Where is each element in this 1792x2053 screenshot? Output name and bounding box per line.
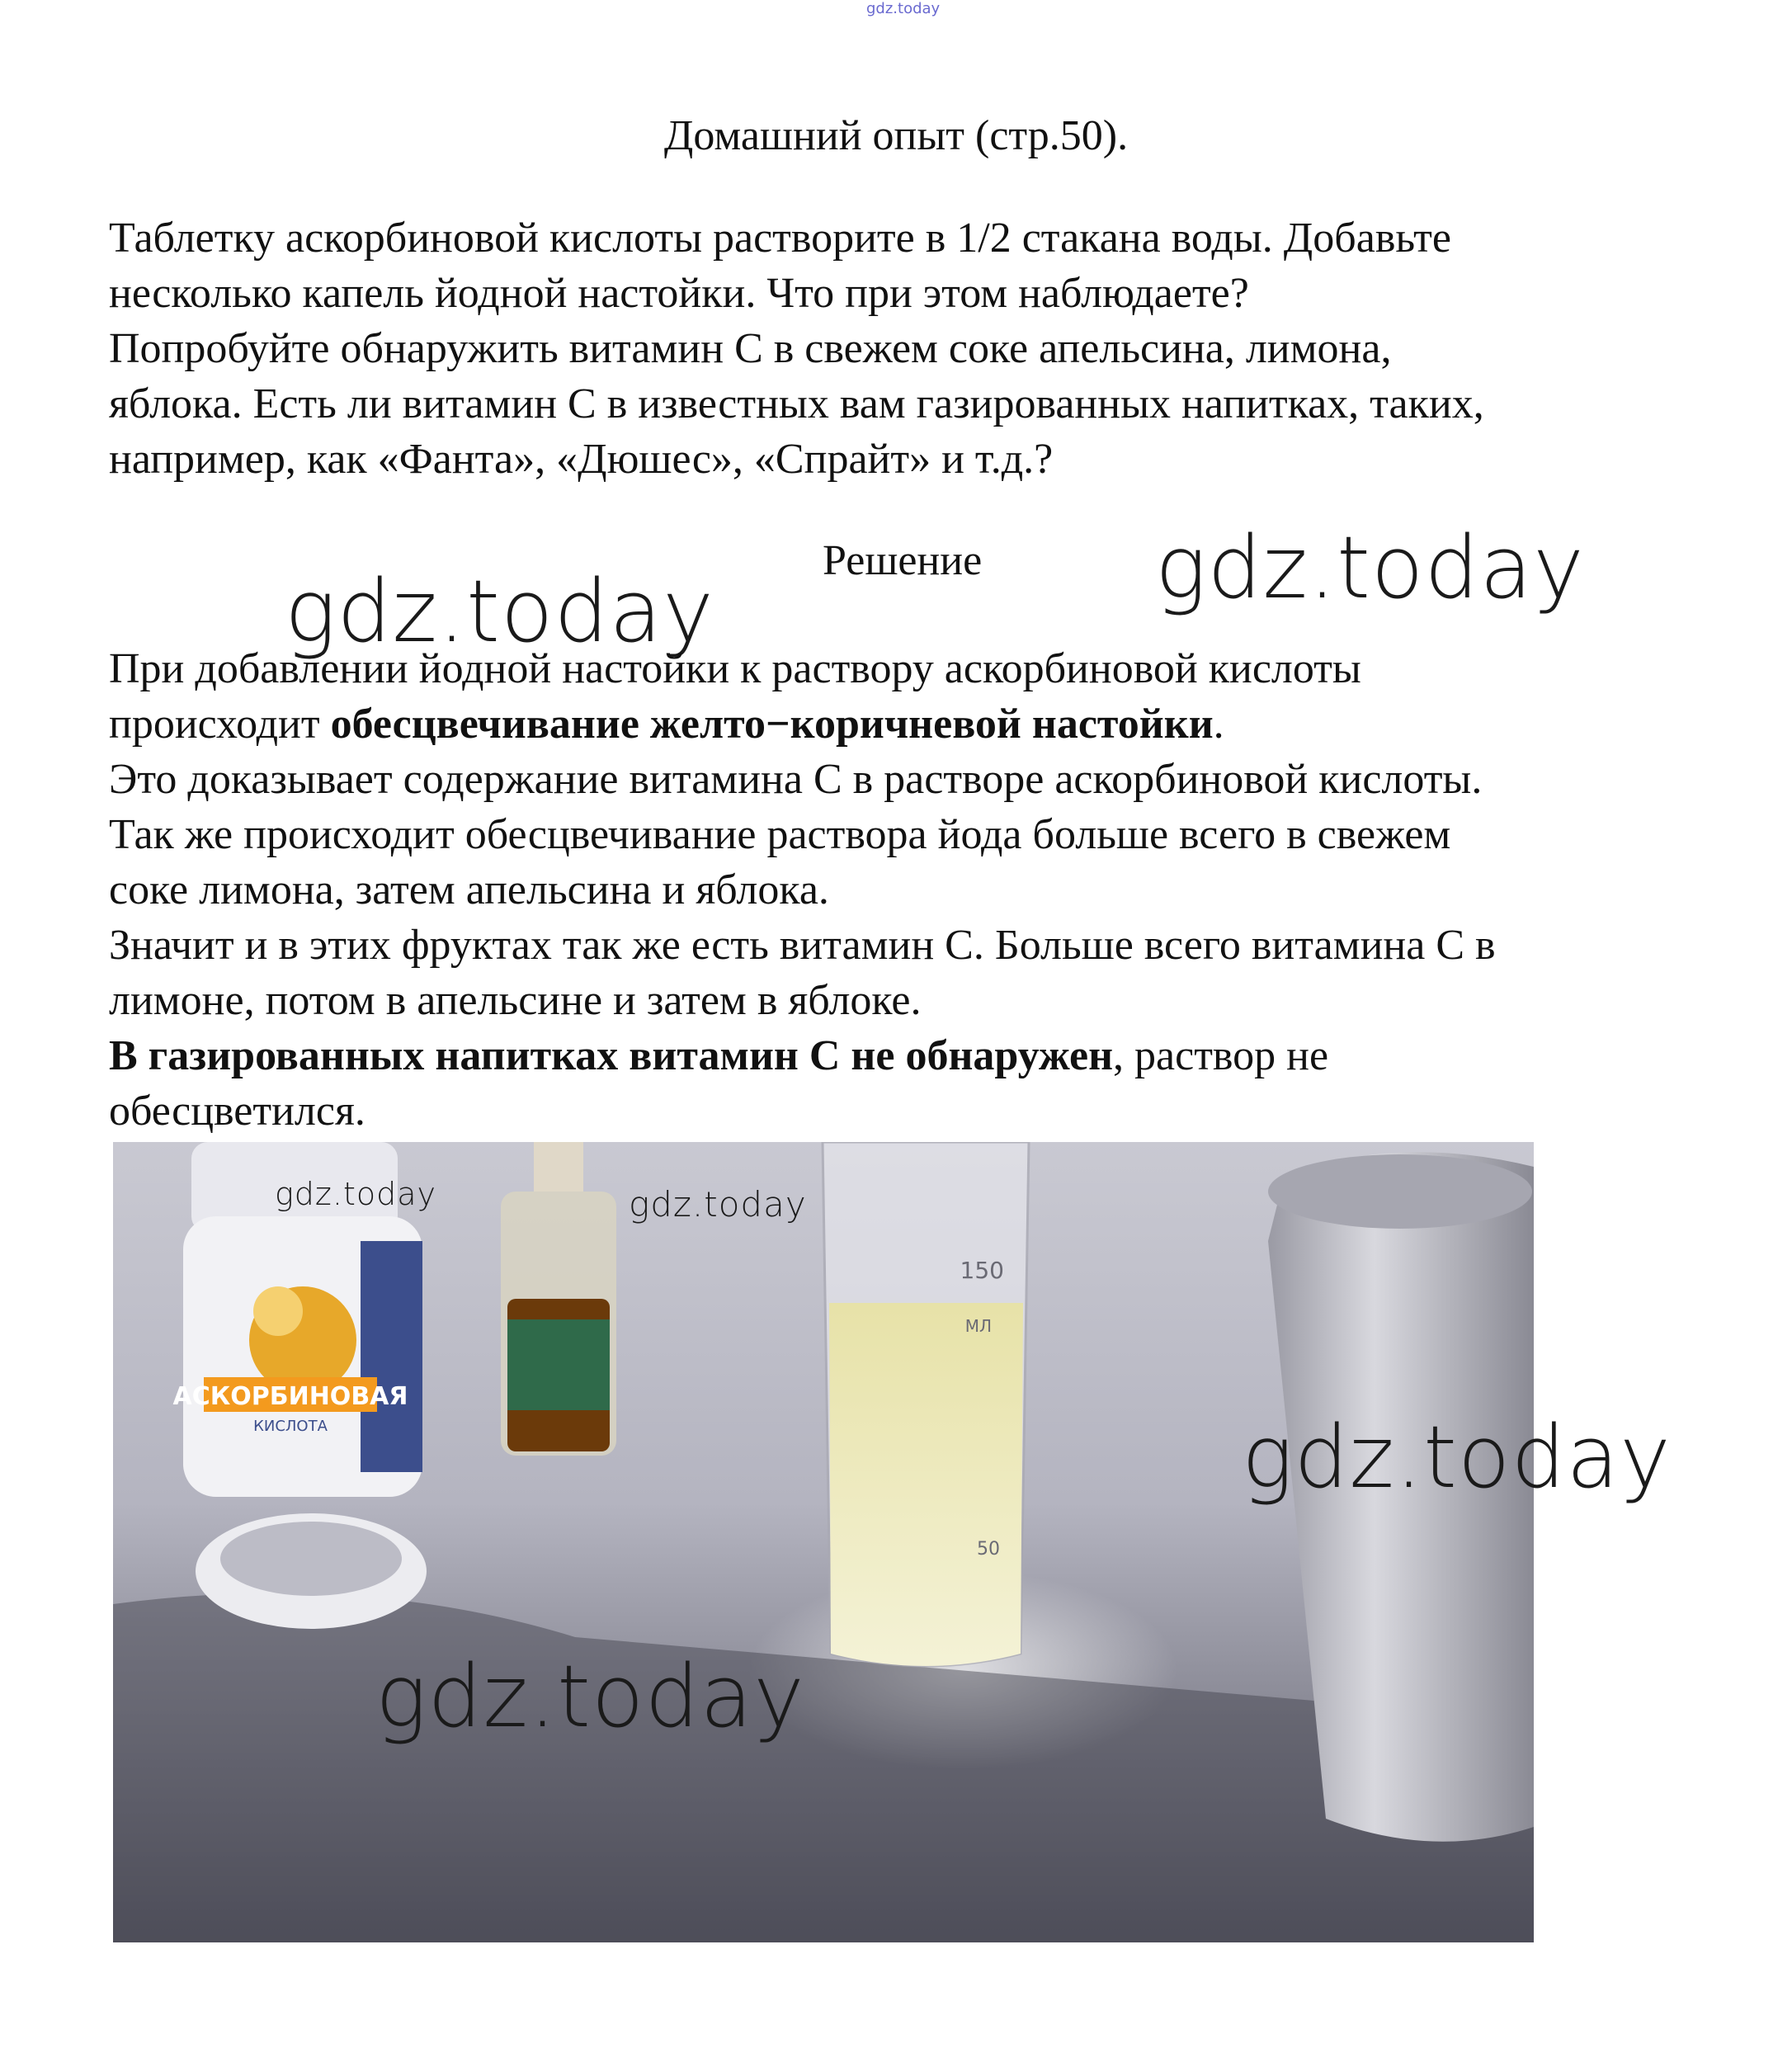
watermark: gdz.today: [629, 1184, 807, 1225]
solution-text-span: происходит: [109, 701, 331, 748]
beaker-unit: МЛ: [964, 1316, 992, 1336]
solution-bold-span: В газированных напитках витамин С не обнаружен: [109, 1032, 1114, 1079]
solution-bold-span: обесцвечивание желто−коричневой настойки: [330, 701, 1214, 748]
glass-beaker: [823, 1142, 1029, 1666]
solution-line: [109, 696, 1767, 752]
task-line: например, как «Фанта», «Дюшес», «Спрайт» и т.д.?: [109, 436, 1054, 483]
solution-line: обесцветился.: [109, 1088, 365, 1135]
solution-text: [109, 641, 1767, 1139]
solution-heading: Решение: [823, 537, 983, 584]
top-watermark: gdz.today: [866, 0, 941, 17]
page-title: Домашний опыт (стр.50).: [663, 112, 1129, 159]
solution-line: При добавлении йодной настойки к раствору аскорбиновой кислоты: [109, 645, 1361, 692]
solution-line: лимоне, потом в апельсине и затем в яблоке.: [109, 977, 922, 1024]
bottle-sublabel: КИСЛОТА: [253, 1418, 328, 1435]
bottle-label: АСКОРБИНОВАЯ: [172, 1382, 408, 1411]
task-text: [109, 210, 1767, 487]
beaker-mark-50: 50: [977, 1539, 1000, 1560]
watermark: gdz.today: [1242, 1407, 1672, 1508]
bottle-cap: [196, 1513, 427, 1629]
experiment-photo: [113, 1142, 1534, 1942]
task-line: яблока. Есть ли витамин С в известных вам газированных напитках, таких,: [109, 380, 1484, 427]
beaker-mark-150: 150: [960, 1257, 1004, 1284]
solution-text-span: , раствор не: [1113, 1032, 1329, 1079]
watermark: gdz.today: [1155, 517, 1585, 618]
solution-line: Значит и в этих фруктах так же есть витамин С. Больше всего витамина С в: [109, 922, 1496, 969]
solution-line: [109, 1028, 1767, 1083]
solution-line: Так же происходит обесцвечивание раствора йода больше всего в свежем: [109, 811, 1451, 858]
solution-line: соке лимона, затем апельсина и яблока.: [109, 866, 829, 913]
solution-text-span: .: [1213, 701, 1224, 748]
task-line: Попробуйте обнаружить витамин С в свежем соке апельсина, лимона,: [109, 325, 1392, 372]
watermark: gdz.today: [275, 1176, 436, 1212]
task-line: Таблетку аскорбиновой кислоты растворите в 1/2 стакана воды. Добавьте: [109, 215, 1451, 262]
task-line: несколько капель йодной настойки. Что при этом наблюдаете?: [109, 270, 1249, 317]
watermark: gdz.today: [375, 1646, 805, 1747]
watermark: gdz.today: [285, 561, 714, 662]
solution-line: Это доказывает содержание витамина С в растворе аскорбиновой кислоты.: [109, 756, 1483, 803]
